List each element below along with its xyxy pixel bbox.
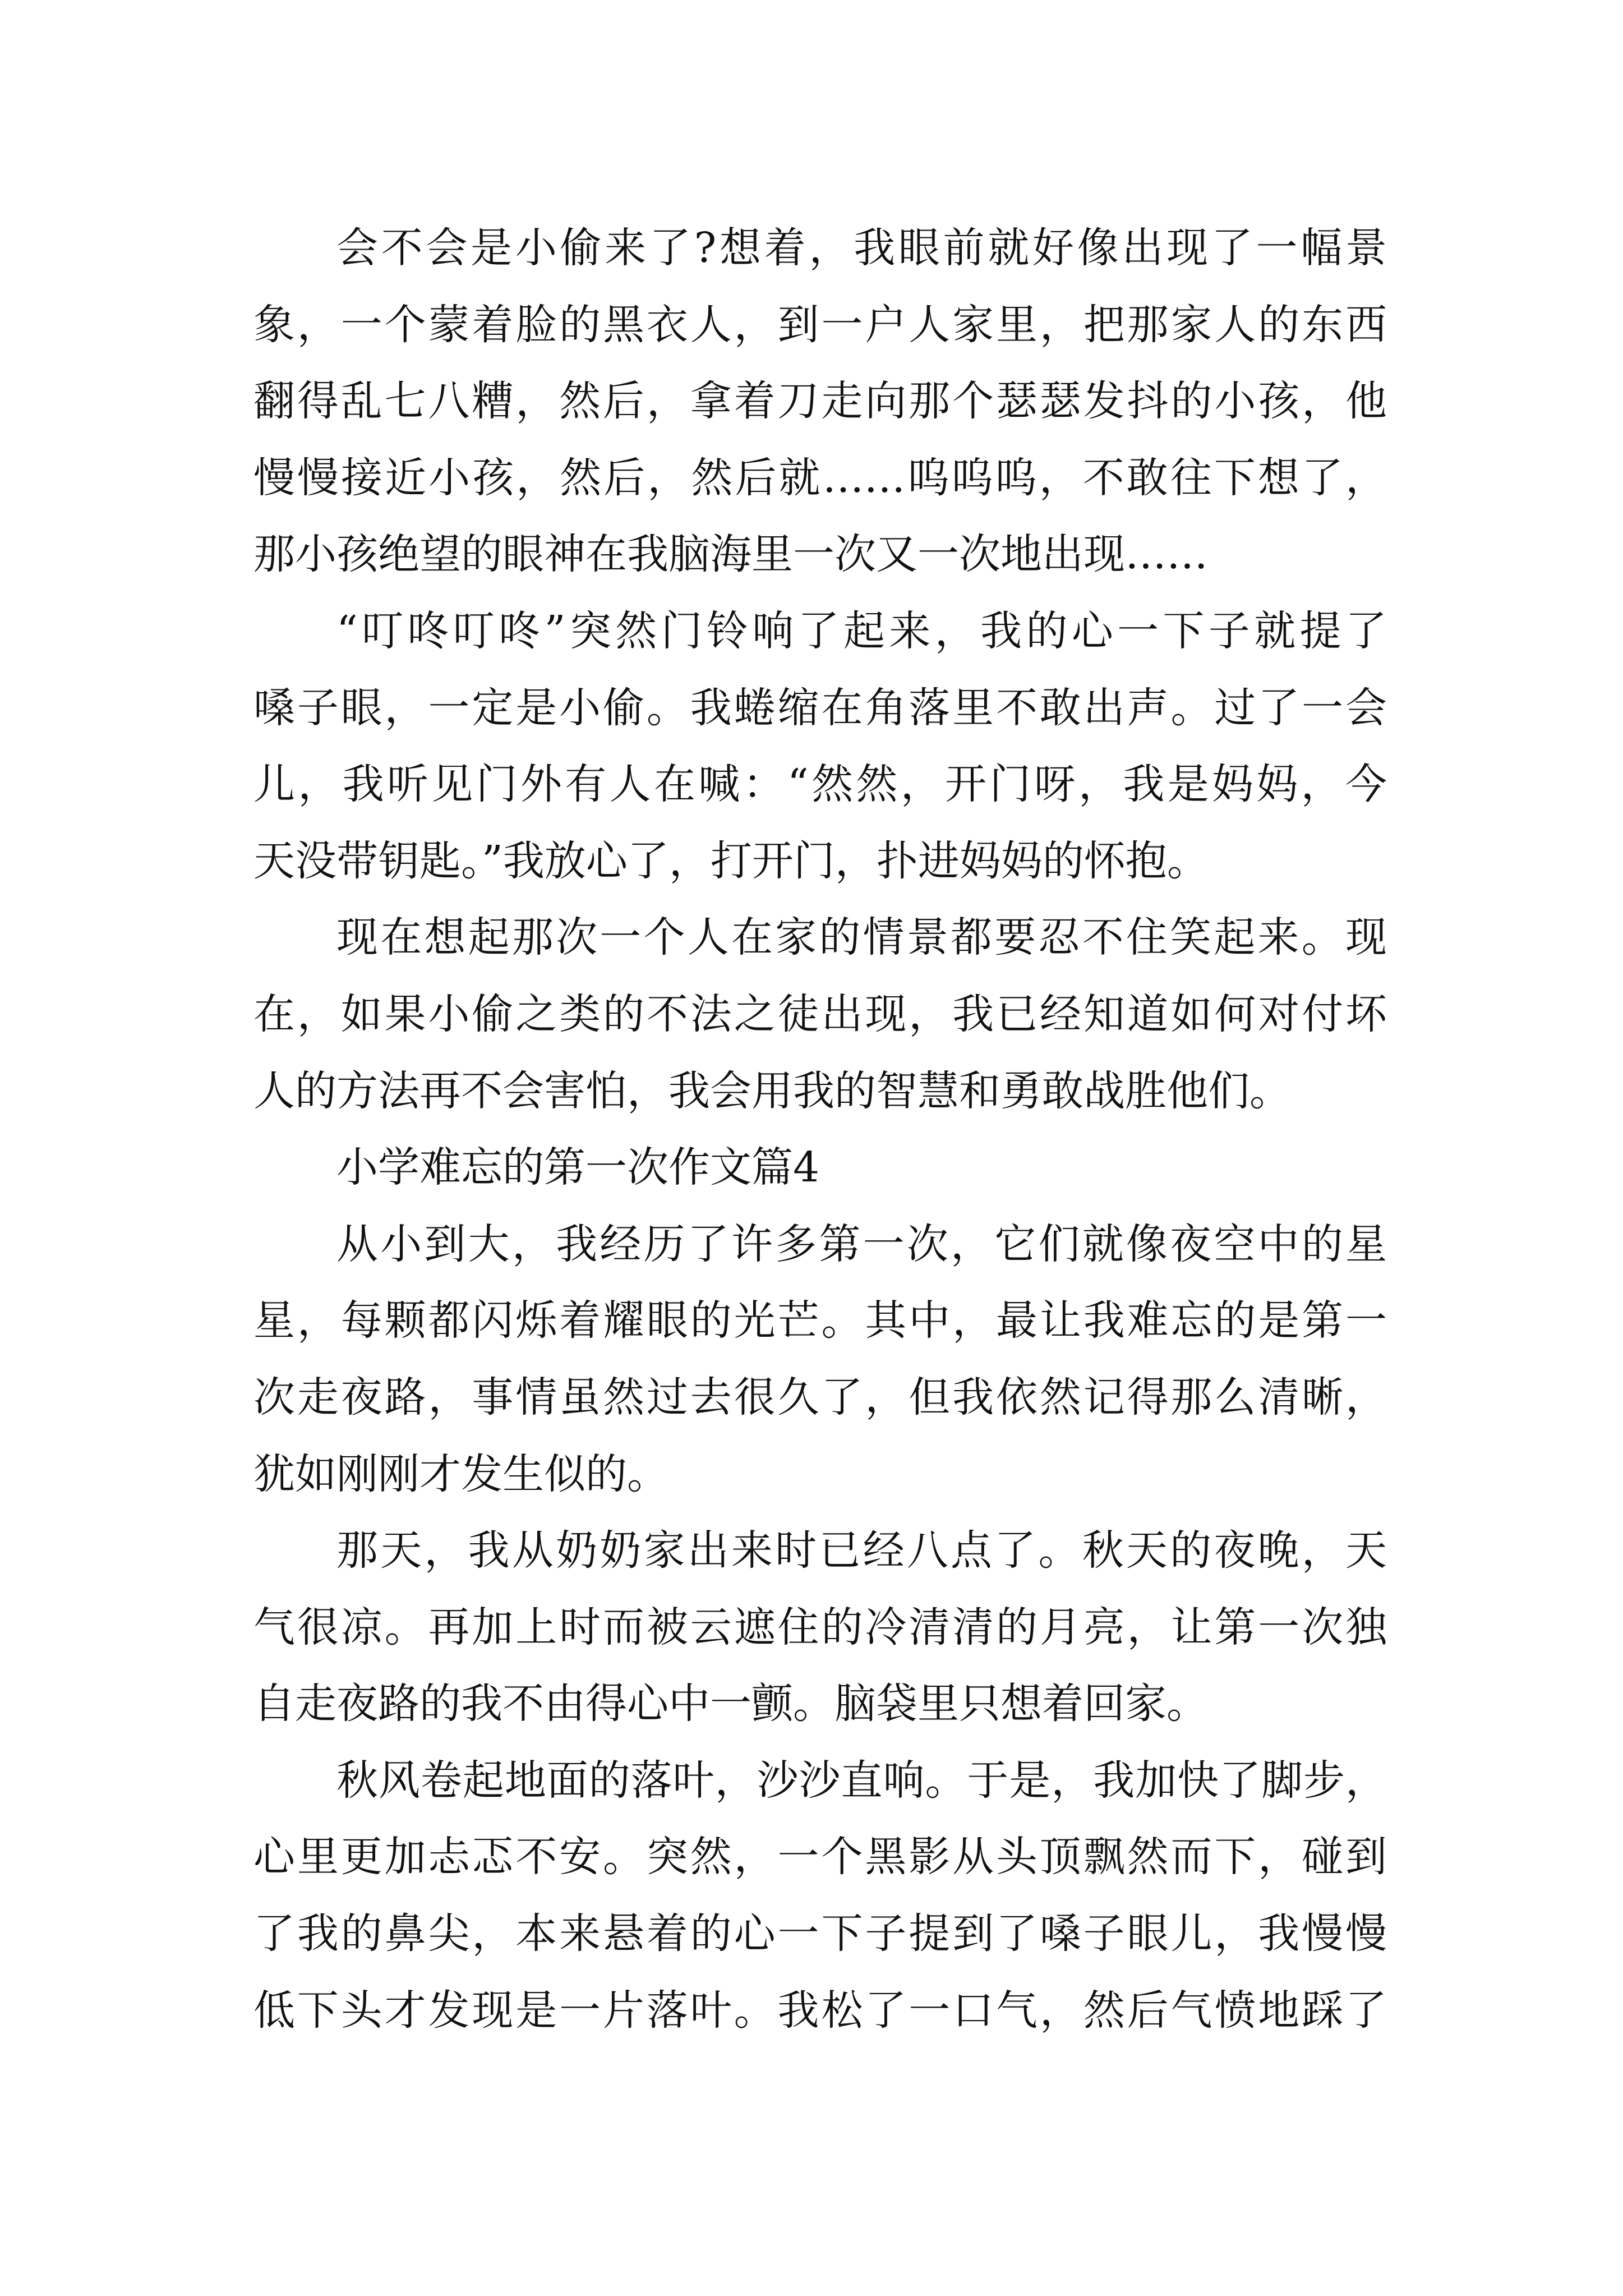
paragraph (253, 210, 1387, 593)
text-line: 儿，我听见门外有人在喊：“然然，开门呀，我是妈妈，今 (253, 760, 1387, 809)
text-line: 人的方法再不会害怕，我会用我的智慧和勇敢战胜他们。 (253, 1066, 1291, 1115)
document-page (253, 210, 1387, 2049)
text-line: 翻得乱七八糟，然后，拿着刀走向那个瑟瑟发抖的小孩，他 (253, 377, 1387, 426)
text-line: 犹如刚刚才发生似的。 (253, 1450, 668, 1498)
text-line: 自走夜路的我不由得心中一颤。脑袋里只想着回家。 (253, 1680, 1208, 1728)
text-line: 星，每颗都闪烁着耀眼的光芒。其中，最让我难忘的是第一 (253, 1296, 1387, 1345)
text-line: 气很凉。再加上时而被云遮住的冷清清的月亮，让第一次独 (253, 1603, 1387, 1651)
text-line: 从小到大，我经历了许多第一次，它们就像夜空中的星 (336, 1220, 1387, 1268)
text-line: 了我的鼻尖，本来悬着的心一下子提到了嗓子眼儿，我慢慢 (253, 1910, 1387, 1958)
paragraph (253, 593, 1387, 899)
text-line: “叮咚叮咚”突然门铃响了起来，我的心一下子就提了 (336, 606, 1387, 655)
paragraph (253, 1206, 1387, 1512)
text-line: 嗓子眼，一定是小偷。我蜷缩在角落里不敢出声。过了一会 (253, 683, 1387, 732)
text-line: 慢慢接近小孩，然后，然后就……呜呜呜，不敢往下想了， (253, 453, 1387, 502)
paragraph (253, 1742, 1387, 2049)
text-line: 低下头才发现是一片落叶。我松了一口气，然后气愤地踩了 (253, 1986, 1387, 2035)
text-line: 天没带钥匙。”我放心了，打开门，扑进妈妈的怀抱。 (253, 836, 1209, 885)
text-line: 那天，我从奶奶家出来时已经八点了。秋天的夜晚，天 (336, 1526, 1387, 1575)
text-line: 会不会是小偷来了?想着，我眼前就好像出现了一幅景 (336, 224, 1387, 272)
text-line: 象，一个蒙着脸的黑衣人，到一户人家里，把那家人的东西 (253, 300, 1387, 349)
section-heading (253, 1129, 1387, 1206)
text-line: 在，如果小偷之类的不法之徒出现，我已经知道如何对付坏 (253, 990, 1387, 1038)
text-line: 心里更加忐忑不安。突然，一个黑影从头顶飘然而下，碰到 (253, 1833, 1387, 1881)
paragraph (253, 1512, 1387, 1742)
text-line: 那小孩绝望的眼神在我脑海里一次又一次地出现…… (253, 530, 1208, 579)
section-heading-text: 小学难忘的第一次作文篇4 (336, 1143, 820, 1192)
text-line: 现在想起那次一个人在家的情景都要忍不住笑起来。现 (336, 913, 1387, 962)
text-line: 秋风卷起地面的落叶，沙沙直响。于是，我加快了脚步， (336, 1756, 1387, 1805)
paragraph (253, 899, 1387, 1129)
text-line: 次走夜路，事情虽然过去很久了，但我依然记得那么清晰， (253, 1373, 1387, 1421)
